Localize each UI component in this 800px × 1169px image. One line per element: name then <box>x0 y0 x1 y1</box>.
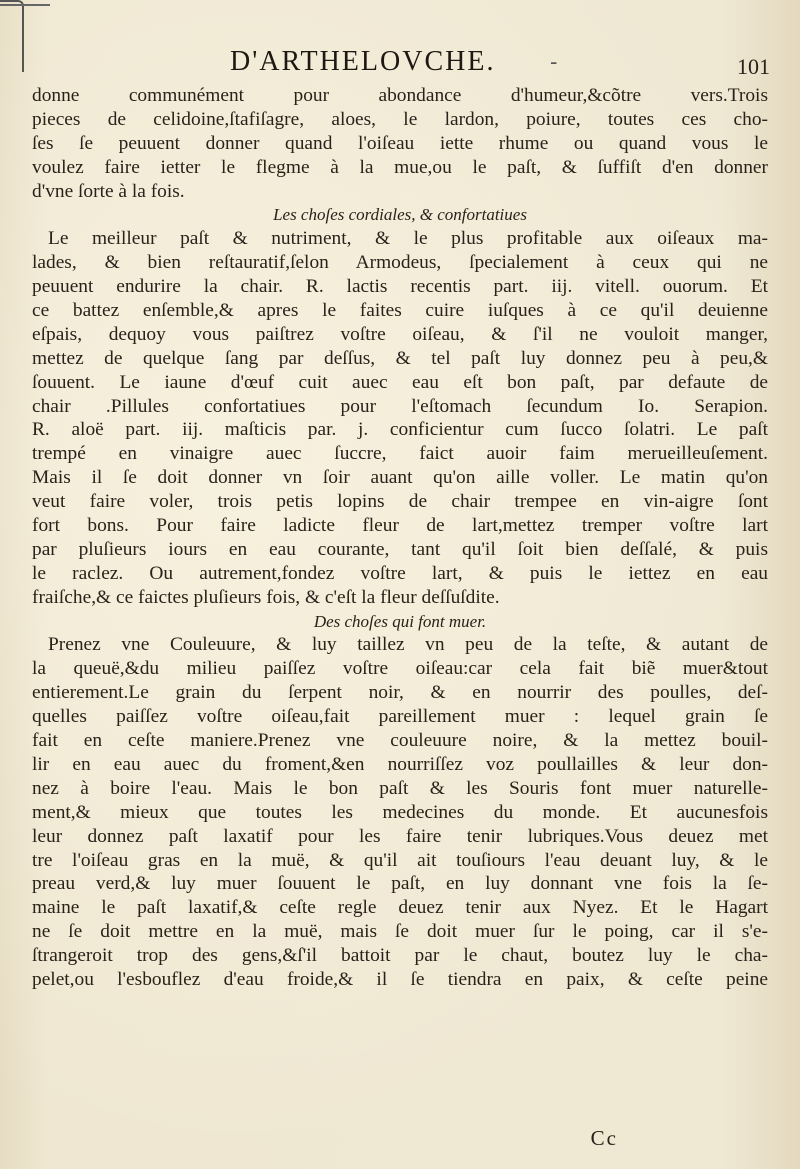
text-line: ſtrangeroit trop des gens,&ſ'il battoit par le chaut, boutez luy le cha- <box>32 945 768 967</box>
text-line: preau verd,& luy muer ſouuent le paſt, en luy donnant vne fois la ſe- <box>32 873 768 895</box>
text-line: chair .Pillules confortatiues pour l'eſtomach ſecundum Io. Serapion. <box>32 395 768 417</box>
text-line: Mais il ſe doit donner vn ſoir auant qu'on aille voller. Le matin qu'on <box>32 467 768 489</box>
paragraph-remedies <box>32 84 768 203</box>
text-line: ſes ſe peuuent donner quand l'oiſeau iette rhume ou quand vous le <box>32 132 768 154</box>
paragraph-muer <box>32 633 768 991</box>
text-line: fait en ceſte maniere.Prenez vne couleuure noire, & la mettez bouil- <box>32 730 768 752</box>
text-line: trempé en vinaigre auec ſuccre, faict auoir faim merueilleuſement. <box>32 443 768 465</box>
text-line: nez à boire l'eau. Mais le bon paſt & les Souris font muer naturelle- <box>32 777 768 799</box>
body-text <box>32 84 768 992</box>
text-line: lades, & bien reſtauratif,ſelon Armodeus, ſpecialement à ceux qui ne <box>32 252 768 274</box>
text-line: donne communément pour abondance d'humeur,&cõtre vers.Trois <box>32 85 768 106</box>
text-line: leur donnez paſt laxatif pour les faire tenir lubriques.Vous deuez met <box>32 825 768 847</box>
text-line: par pluſieurs iours en eau courante, tant qu'il ſoit bien deſſalé, & puis <box>32 538 768 560</box>
text-line: lir en eau auec du froment,&en nourriſſez voz poullailles & leur don- <box>32 753 768 775</box>
text-line: ce battez enſemble,& apres le faites cuire iuſques à ce qu'il deuienne <box>32 300 768 322</box>
folio-number: 101 <box>737 54 770 79</box>
text-line: voulez faire ietter le flegme à la mue,ou le paſt, & ſuffiſt d'en donner <box>32 156 768 178</box>
text-line: quelles paiſſez voſtre oiſeau,fait pareillement muer : lequel grain ſe <box>32 706 768 728</box>
text-line: pieces de celidoine,ſtafiſagre, aloes, le lardon, poiure, toutes ces cho- <box>32 108 768 130</box>
page-edge-line <box>0 4 50 6</box>
text-line: entierement.Le grain du ſerpent noir, & en nourrir des poulles, deſ- <box>32 682 768 704</box>
text-line: la queuë,&du milieu paiſſez voſtre oiſeau:car cela fait biẽ muer&tout <box>32 658 768 680</box>
text-line: tre l'oiſeau gras en la muë, & qu'il ait touſiours l'eau deuant luy, & le <box>32 849 768 871</box>
signature-mark: Cc <box>590 1126 618 1150</box>
page-header <box>30 44 770 84</box>
text-line: veut faire voler, trois petis lopins de chair trempee en vin-aigre ſont <box>32 491 768 513</box>
text-line: R. aloë part. iij. maſticis par. j. conficientur cum ſucco ſolatri. Le paſt <box>32 419 768 441</box>
text-line: mettez de quelque ſang par deſſus, & tel paſt luy donnez peu à peu,& <box>32 347 768 369</box>
paragraph-cordiales <box>32 227 768 609</box>
text-line: d'vne ſorte à la fois. <box>32 180 185 202</box>
running-title: D'ARTHELOVCHE. <box>230 46 496 77</box>
text-line: Prenez vne Couleuure, & luy taillez vn peu de la teſte, & autant de <box>48 634 768 656</box>
text-line: ſouuent. Le iaune d'œuf cuit auec eau eſt bon paſt, par defaute de <box>32 371 768 393</box>
text-line: fraiſche,& ce faictes pluſieurs fois, & c'eſt la fleur deſſuſdite. <box>32 586 500 608</box>
text-line: Le meilleur paſt & nutriment, & le plus profitable aux oiſeaux ma- <box>48 228 768 250</box>
text-line: ne ſe doit mettre en la muë, mais ſe doit muer ſur le poing, car il s'e- <box>32 921 768 943</box>
text-line: ment,& mieux que toutes les medecines du monde. Et aucunesfois <box>32 801 768 823</box>
text-line: peuuent endurire la chair. R. lactis recentis part. iij. vitell. ouorum. Et <box>32 276 768 298</box>
text-line: pelet,ou l'esbouflez d'eau froide,& il ſe tiendra en paix, & ceſte peine <box>32 968 768 990</box>
text-line: eſpais, dequoy vous paiſtrez voſtre oiſeau, & ſ'il ne vouloit manger, <box>32 323 768 345</box>
page-corner-mark <box>0 0 24 72</box>
text-line: le raclez. Ou autrement,fondez voſtre lart, & puis le iettez en eau <box>32 562 768 584</box>
section-heading-muer: Des choſes qui font muer. <box>313 611 487 631</box>
header-dash: - <box>550 50 558 75</box>
text-line: fort bons. Pour faire ladicte fleur de lart,mettez tremper voſtre lart <box>32 515 768 537</box>
page-footer <box>32 1124 768 1154</box>
section-heading-cordiales: Les choſes cordiales, & confortatiues <box>273 205 527 225</box>
text-line: maine le paſt laxatif,& ceſte regle deuez tenir aux Nyez. Et le Hagart <box>32 897 768 919</box>
